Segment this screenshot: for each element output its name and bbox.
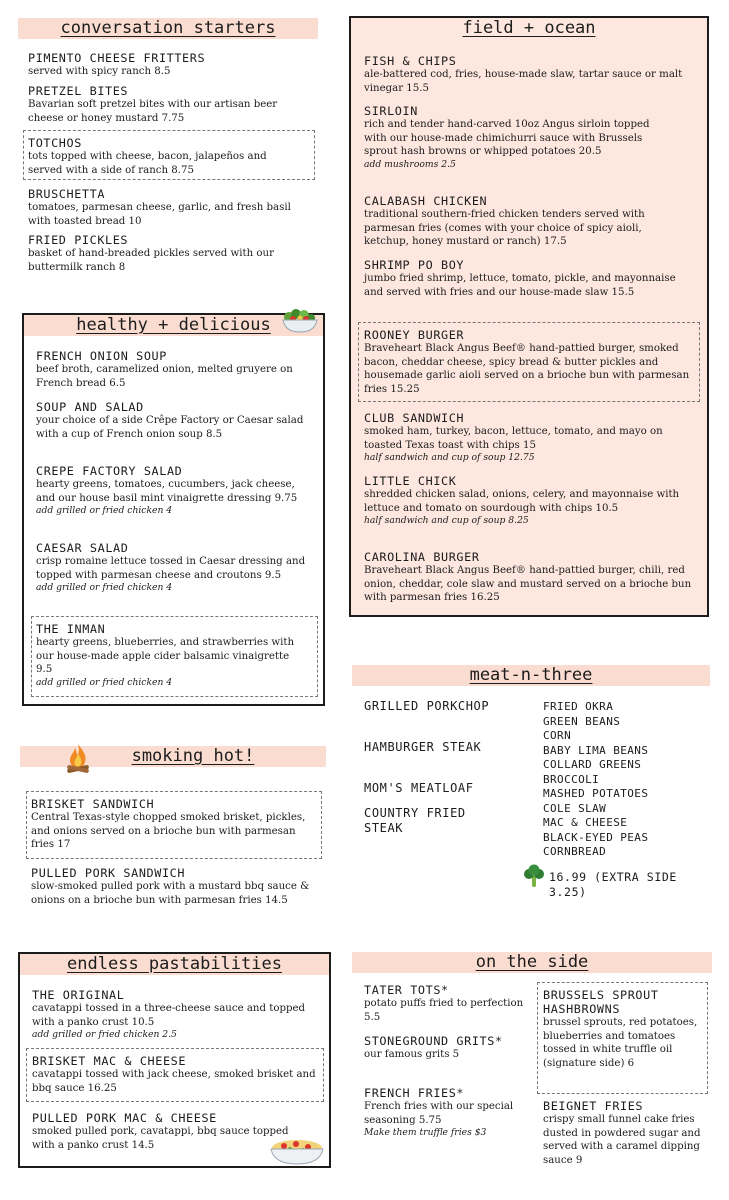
menu-item (31, 797, 316, 852)
item-name: FRENCH ONION SOUP (36, 349, 167, 363)
main-dish: GRILLED PORKCHOP (364, 699, 490, 713)
item-desc: jumbo fried shrimp, lettuce, tomato, pickle, and mayonnaise and served with fries and our house-made slaw 15.5 (364, 273, 676, 298)
side-option: BABY LIMA BEANS (543, 743, 649, 757)
menu-item (36, 349, 316, 390)
item-desc: hearty greens, blueberries, and strawberries with our house-made apple cider balsamic vinaigrette 9.5 (36, 637, 295, 676)
item-name: FRENCH FRIES* (364, 1086, 465, 1100)
menu-item (543, 1099, 708, 1167)
side-option: MASHED POTATOES (543, 787, 649, 800)
smoking-hot-section (20, 746, 326, 926)
menu-item (28, 187, 313, 228)
side-option: MAC & CHEESE (543, 816, 628, 829)
menu-item (364, 1086, 529, 1139)
menu-item (36, 541, 318, 594)
item-desc: slow-smoked pulled pork with a mustard bbq sauce & onions on a brioche bun with parmesan fries 14.5 (31, 881, 310, 906)
main-dish: COUNTRY FRIED STEAK (364, 806, 466, 835)
item-name: CALABASH CHICKEN (364, 194, 488, 208)
item-desc: traditional southern-fried chicken tenders served with parmesan fries (comes with your choice of spicy aioli, ketchup, honey mustard or ranch) 17.5 (364, 209, 645, 248)
menu-item (36, 464, 314, 517)
item-note: add grilled or fried chicken 2.5 (32, 1029, 177, 1041)
menu-item (36, 400, 314, 441)
item-name: STONEGROUND GRITS* (364, 1034, 503, 1048)
menu-item (31, 866, 311, 907)
item-name: SHRIMP PO BOY (364, 258, 465, 272)
menu-item (28, 51, 313, 79)
on-the-side-section (352, 952, 712, 1174)
item-name: TATER TOTS* (364, 983, 449, 997)
side-option: CORN (543, 729, 572, 742)
item-desc: Bavarian soft pretzel bites with our artisan beer cheese or honey mustard 7.75 (28, 99, 278, 124)
menu-item (28, 233, 313, 274)
item-name: BRISKET MAC & CHEESE (32, 1054, 187, 1068)
side-option: GREEN BEANS (543, 714, 621, 728)
item-desc: smoked ham, turkey, bacon, lettuce, tomato, and mayo on toasted Texas toast with chips 15 (364, 426, 663, 451)
item-desc: rich and tender hand-carved 10oz Angus sirloin topped with our house-made chimichurri sauce with Brussels sprout hash browns or whipped potatoes 20.5 (364, 119, 650, 158)
menu-item (36, 622, 308, 689)
menu-item (28, 136, 303, 177)
item-desc: cavatappi tossed in a three-cheese sauce and topped with a panko crust 10.5 (32, 1003, 306, 1028)
broccoli-icon (522, 864, 546, 892)
item-name: LITTLE CHICK (364, 474, 457, 488)
field-ocean-title: field + ocean (462, 18, 596, 38)
item-desc: tomatoes, parmesan cheese, garlic, and fresh basil with toasted bread 10 (28, 202, 291, 227)
menu-item (364, 550, 702, 605)
item-desc: potato puffs fried to perfection 5.5 (364, 998, 524, 1023)
item-name: PULLED PORK MAC & CHEESE (32, 1111, 217, 1125)
side-options-list (543, 700, 708, 860)
menu-item (32, 1111, 290, 1152)
menu-item (364, 328, 696, 396)
item-note: add mushrooms 2.5 (364, 158, 456, 170)
item-name: TOTCHOS (28, 136, 82, 150)
menu-item (543, 988, 703, 1070)
item-desc: our famous grits 5 (364, 1049, 460, 1060)
side-option: BROCCOLI (543, 772, 600, 786)
item-note: add grilled or fried chicken 4 (36, 676, 173, 688)
salad-bowl-icon (279, 307, 321, 339)
healthy-delicious-section (22, 313, 325, 706)
item-name: BEIGNET FRIES (543, 1099, 644, 1113)
main-dish: HAMBURGER STEAK (364, 740, 482, 754)
conversation-starters-section (18, 18, 318, 278)
menu-item (364, 474, 696, 527)
item-desc: Central Texas-style chopped smoked brisket, pickles, and onions served on a brioche bun with parmesan fries 17 (31, 812, 306, 851)
item-desc: cavatappi tossed with jack cheese, smoked brisket and bbq sauce 16.25 (32, 1069, 316, 1094)
item-desc: shredded chicken salad, onions, celery, and mayonnaise with lettuce and tomato on sourdough with chips 10.5 (364, 489, 680, 514)
item-note: half sandwich and cup of soup 8.25 (364, 515, 529, 527)
item-name: PRETZEL BITES (28, 84, 129, 98)
meat-n-three-title: meat-n-three (352, 665, 710, 686)
menu-item (364, 104, 674, 171)
side-option: COLE SLAW (543, 801, 607, 815)
side-option: FRIED OKRA (543, 700, 614, 713)
item-note: half sandwich and cup of soup 12.75 (364, 452, 535, 464)
menu-item (364, 983, 534, 1024)
item-name: FISH & CHIPS (364, 54, 457, 68)
item-name: BRUSCHETTA (28, 187, 106, 201)
item-desc: your choice of a side Crêpe Factory or Caesar salad with a cup of French onion soup 8.5 (36, 415, 304, 440)
item-name: THE INMAN (36, 622, 106, 636)
item-desc: smoked pulled pork, cavatappi, bbq sauce topped with a panko crust 14.5 (32, 1126, 289, 1151)
pastabilities-title: endless pastabilities (20, 954, 329, 975)
item-desc: French fries with our special seasoning 5.75 (364, 1101, 514, 1126)
item-name: CREPE FACTORY SALAD (36, 464, 183, 478)
menu-item (364, 54, 700, 95)
menu-item (32, 1054, 318, 1095)
item-name: PULLED PORK SANDWICH (31, 866, 186, 880)
conversation-starters-title: conversation starters (18, 18, 318, 39)
healthy-delicious-title: healthy + delicious (24, 315, 323, 336)
item-name: ROONEY BURGER (364, 328, 465, 342)
side-option: CORNBREAD (543, 845, 607, 858)
item-name: CAESAR SALAD (36, 541, 129, 555)
item-desc: basket of hand-breaded pickles served with our buttermilk ranch 8 (28, 248, 274, 273)
menu-item (364, 194, 689, 249)
item-note: add grilled or fried chicken 4 (36, 505, 173, 517)
menu-item (364, 1034, 534, 1062)
side-option: BLACK-EYED PEAS (543, 830, 649, 844)
item-desc: hearty greens, tomatoes, cucumbers, jack cheese, and our house basil mint vinaigrette dressing 9.75 (36, 479, 298, 504)
item-desc: Braveheart Black Angus Beef® hand-pattied burger, smoked bacon, cheddar cheese, spicy bread & butter pickles and housemade garlic aioli served on a brioche bun with parmesan fries 15.25 (364, 343, 690, 395)
item-name: BRUSSELS SPROUT HASHBROWNS (543, 988, 659, 1016)
item-desc: crispy small funnel cake fries dusted in powdered sugar and served with a caramel dipping sauce 9 (543, 1114, 701, 1166)
item-name: FRIED PICKLES (28, 233, 129, 247)
endless-pastabilities-section (18, 952, 331, 1168)
menu-item (28, 84, 313, 125)
menu-item (32, 988, 324, 1041)
item-name: PIMENTO CHEESE FRITTERS (28, 51, 206, 65)
item-desc: tots topped with cheese, bacon, jalapeños and served with a side of ranch 8.75 (28, 151, 267, 176)
item-desc: beef broth, caramelized onion, melted gruyere on French bread 6.5 (36, 364, 293, 389)
campfire-icon (64, 742, 92, 778)
item-name: CLUB SANDWICH (364, 411, 465, 425)
field-ocean-section (349, 16, 709, 617)
meat-n-three-price: 16.99 (EXTRA SIDE 3.25) (549, 870, 677, 899)
pasta-bowl-icon (268, 1136, 326, 1170)
item-name: SIRLOIN (364, 104, 418, 118)
side-option: COLLARD GREENS (543, 758, 642, 771)
item-name: THE ORIGINAL (32, 988, 125, 1002)
item-desc: brussel sprouts, red potatoes, blueberries and tomatoes tossed in white truffle oil (signature side) 6 (543, 1017, 698, 1069)
meat-n-three-section (352, 665, 710, 899)
item-note: add grilled or fried chicken 4 (36, 582, 173, 594)
item-name: SOUP AND SALAD (36, 400, 144, 414)
item-name: CAROLINA BURGER (364, 550, 480, 564)
item-name: BRISKET SANDWICH (31, 797, 155, 811)
menu-item (364, 258, 689, 299)
item-note: Make them truffle fries $3 (364, 1127, 487, 1139)
smoking-hot-title: smoking hot! (20, 746, 326, 767)
main-dish: MOM'S MEATLOAF (364, 781, 474, 795)
item-desc: crisp romaine lettuce tossed in Caesar dressing and topped with parmesan cheese and croutons 9.5 (36, 556, 306, 581)
on-the-side-title: on the side (352, 952, 712, 973)
item-desc: ale-battered cod, fries, house-made slaw, tartar sauce or malt vinegar 15.5 (364, 69, 683, 94)
item-desc: Braveheart Black Angus Beef® hand-pattied burger, chili, red onion, cheddar, cole slaw and mustard served on a brioche bun with parmesan fries 16.25 (364, 565, 692, 604)
item-desc: served with spicy ranch 8.5 (28, 66, 171, 77)
menu-item (364, 411, 689, 464)
